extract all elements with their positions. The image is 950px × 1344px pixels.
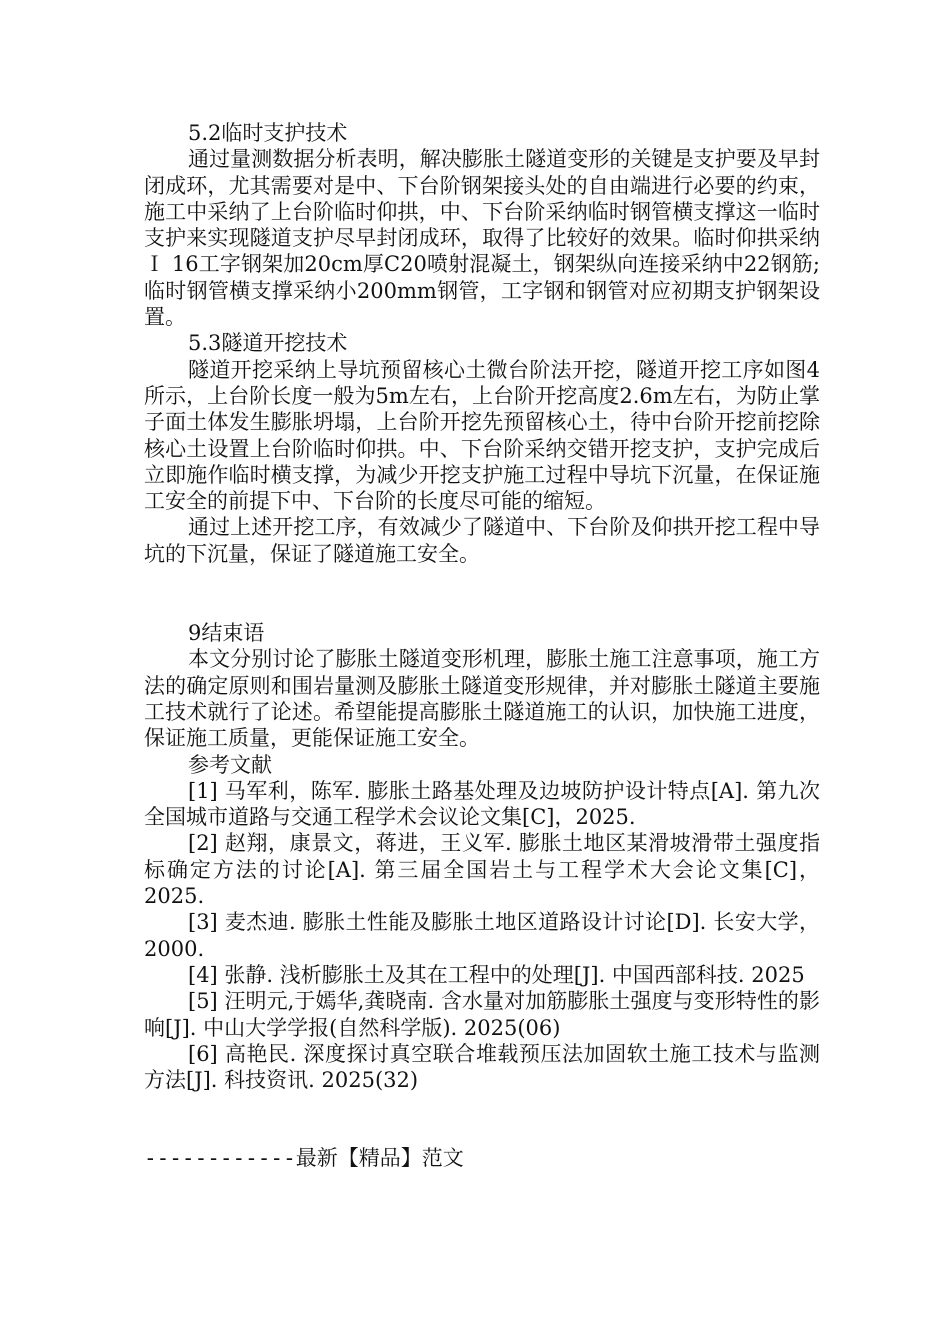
reference-item: [2] 赵翔，康景文，蒋进，王义军. 膨胀土地区某滑坡滑带土强度指标确定方法的讨论[A]. 第三届全国岩土与工程学术大会论文集[C]，2025. (144, 831, 820, 909)
reference-item: [5] 汪明元,于嫣华,龚晓南. 含水量对加筋膨胀土强度与变形特性的影响[J]. 中山大学学报(自然科学版). 2025(06) (144, 989, 820, 1040)
section-5-2-title: 5.2临时支护技术 (188, 121, 348, 145)
section-5-3-paragraph-1: 隧道开挖采纳上导坑预留核心土微台阶法开挖，隧道开挖工序如图4所示，上台阶长度一般为5m左右，上台阶开挖高度2.6m左右，为防止掌子面土体发生膨胀坍塌，上台阶开挖先预留核心土，待中台阶开挖前挖除核心土设置上台阶临时仰拱。中、下台阶采纳交错开挖支护，支护完成后立即施作临时横支撑，为减少开挖支护施工过程中导坑下沉量，在保证施工安全的前提下中、下台阶的长度尽可能的缩短。 (144, 357, 820, 514)
section-5-3-paragraph-2: 通过上述开挖工序，有效减少了隧道中、下台阶及仰拱开挖工程中导坑的下沉量，保证了隧道施工安全。 (144, 515, 820, 566)
section-5-3-title: 5.3隧道开挖技术 (188, 331, 348, 356)
reference-item: [4] 张静. 浅析膨胀土及其在工程中的处理[J]. 中国西部科技. 2025 (188, 962, 805, 987)
reference-item: [6] 高艳民. 深度探讨真空联合堆载预压法加固软土施工技术与监测方法[J]. 科技资讯. 2025(32) (144, 1041, 820, 1093)
reference-item: [3] 麦杰迪. 膨胀土性能及膨胀土地区道路设计讨论[D]. 长安大学，2000. (144, 910, 820, 961)
reference-item: [1] 马军利，陈军. 膨胀土路基处理及边坡防护设计特点[A]. 第九次全国城市道路与交通工程学术会议论文集[C]，2025. (144, 778, 820, 830)
references-title: 参考文献 (188, 752, 272, 777)
document-body (144, 120, 820, 1093)
footer-banner: ------------最新【精品】范文 (144, 1146, 464, 1170)
section-5-2-paragraph: 通过量测数据分析表明，解决膨胀土隧道变形的关键是支护要及早封闭成环，尤其需要对是中、下台阶钢架接头处的自由端进行必要的约束，施工中采纳了上台阶临时仰拱，中、下台阶采纳临时钢管横支撑这一临时支护来实现隧道支护尽早封闭成环，取得了比较好的效果。临时仰拱采纳Ｉ 16工字钢架加20cm厚C20喷射混凝土，钢架纵向连接采纳中22钢筋;临时钢管横支撑采纳小200mm钢管，工字钢和钢管对应初期支护钢架设置。 (144, 147, 820, 330)
section-9-title: 9结束语 (188, 621, 265, 646)
section-9-paragraph: 本文分别讨论了膨胀土隧道变形机理，膨胀土施工注意事项，施工方法的确定原则和围岩量测及膨胀土隧道变形规律，并对膨胀土隧道主要施工技术就行了论述。希望能提高膨胀土隧道施工的认识，加快施工进度，保证施工质量，更能保证施工安全。 (144, 647, 820, 751)
section-spacer (144, 567, 820, 620)
